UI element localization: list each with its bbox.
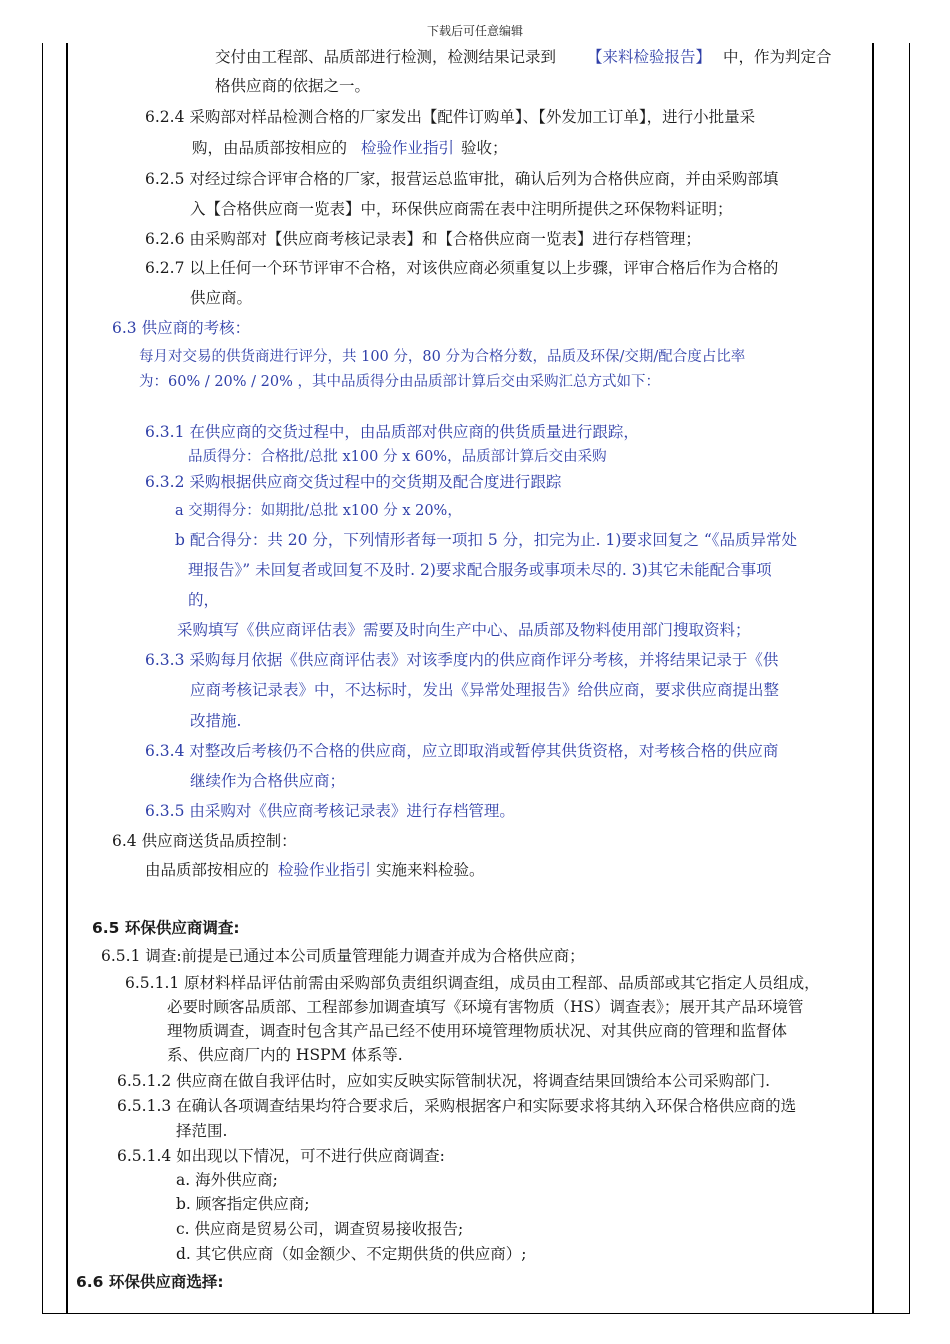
text-line: 6.3.4 对整改后考核仍不合格的供应商，应立即取消或暂停其供货资格，对考核合格的供应商 [145, 742, 779, 760]
text-line: 6.5.1.2 供应商在做自我评估时，应如实反映实际管制状况，将调查结果回馈给本公司采购部门. [117, 1072, 771, 1090]
text-line: 6.5.1.3 在确认各项调查结果均符合要求后，采购根据客户和实际要求将其纳入环保合格供应商的选 [117, 1097, 797, 1115]
text-line: 改措施. [190, 712, 242, 730]
text-line: 购，由品质部按相应的 [192, 139, 348, 157]
text-line: d. 其它供应商（如金额少、不定期供货的供应商）; [176, 1245, 527, 1263]
text-line: 交付由工程部、品质部进行检测，检测结果记录到 [215, 48, 557, 66]
text-line: 6.2.5 对经过综合评审合格的厂家，报营运总监审批，确认后列为合格供应商，并由采购部填 [145, 170, 779, 188]
text-line: 中，作为判定合 [723, 48, 832, 66]
text-line: c. 供应商是贸易公司，调查贸易接收报告; [176, 1220, 464, 1238]
text-line: b 配合得分：共 20 分，下列情形者每一项扣 5 分，扣完为止. 1)要求回复之 “《品质异常处 [175, 531, 798, 549]
text-line: 格供应商的依据之一。 [215, 77, 371, 95]
text-line: 6.4 供应商送货品质控制： [112, 832, 297, 850]
text-line: 检验作业指引 [361, 139, 455, 157]
text-line: 6.3.3 采购每月依据《供应商评估表》对该季度内的供应商作评分考核，并将结果记录于《供 [145, 651, 779, 669]
page-header-note: 下载后可任意编辑 [426, 24, 523, 38]
text-line: a. 海外供应商; [176, 1171, 278, 1189]
text-line: 6.3 供应商的考核： [112, 319, 251, 337]
text-line: 6.5.1.1 原材料样品评估前需由采购部负责组织调查组，成员由工程部、品质部或其它指定人员组成， [125, 974, 820, 992]
text-line: 系、供应商厂内的 HSPM 体系等. [167, 1046, 403, 1064]
text-line: 6.5.1.4 如出现以下情况，可不进行供应商调查: [117, 1147, 445, 1165]
text-line: 实施来料检验。 [376, 861, 485, 879]
text-line: 检验作业指引 [278, 861, 372, 879]
text-line: 6.2.6 由采购部对【供应商考核记录表】和【合格供应商一览表】进行存档管理； [145, 230, 701, 248]
text-line: 6.5 环保供应商调查: [92, 919, 240, 937]
text-line: 入【合格供应商一览表】中，环保供应商需在表中注明所提供之环保物料证明； [190, 200, 733, 218]
text-line: 的， [188, 591, 220, 609]
text-line: 6.3.5 由采购对《供应商考核记录表》进行存档管理。 [145, 802, 515, 820]
text-line: 继续作为合格供应商； [190, 772, 346, 790]
text-line: b. 顾客指定供应商; [176, 1195, 310, 1213]
text-line: a 交期得分：如期批/总批 x100 分 x 20%， [175, 503, 462, 519]
text-line: 6.2.7 以上任何一个环节评审不合格，对该供应商必须重复以上步骤，评审合格后作为合格的 [145, 259, 779, 277]
text-line: 供应商。 [190, 289, 253, 307]
text-line: 验收； [461, 139, 508, 157]
text-line: 采购填写《供应商评估表》需要及时向生产中心、品质部及物料使用部门搜取资料； [177, 621, 751, 639]
text-line: 择范围. [176, 1122, 228, 1140]
text-line: 为：60% / 20% / 20% ，其中品质得分由品质部计算后交由采购汇总方式如下： [139, 374, 660, 390]
text-line: 【来料检验报告】 [587, 48, 712, 66]
text-line: 6.5.1 调查:前提是已通过本公司质量管理能力调查并成为合格供应商； [101, 947, 585, 965]
text-line: 6.3.2 采购根据供应商交货过程中的交货期及配合度进行跟踪 [145, 473, 562, 491]
text-line: 理物质调查，调查时包含其产品已经不使用环境管理物质状况、对其供应商的管理和监督体 [167, 1022, 788, 1040]
text-line: 品质得分：合格批/总批 x100 分 x 60%，品质部计算后交由采购 [188, 449, 607, 465]
text-line: 6.3.1 在供应商的交货过程中，由品质部对供应商的供货质量进行跟踪， [145, 423, 639, 441]
text-line: 每月对交易的供货商进行评分，共 100 分，80 分为合格分数，品质及环保/交期/配合度占比率 [139, 349, 746, 365]
text-line: 应商考核记录表》中，不达标时，发出《异常处理报告》给供应商，要求供应商提出整 [190, 681, 780, 699]
text-line: 必要时顾客品质部、工程部参加调查填写《环境有害物质（HS）调查表》；展开其产品环境管 [167, 998, 804, 1016]
text-line: 理报告》” 未回复者或回复不及时. 2)要求配合服务或事项未尽的. 3)其它未能配合事项 [188, 561, 772, 579]
text-line: 6.6 环保供应商选择: [76, 1273, 224, 1291]
text-line: 6.2.4 采购部对样品检测合格的厂家发出【配件订购单】、【外发加工订单】，进行小批量采 [145, 108, 756, 126]
text-line: 由品质部按相应的 [145, 861, 270, 879]
